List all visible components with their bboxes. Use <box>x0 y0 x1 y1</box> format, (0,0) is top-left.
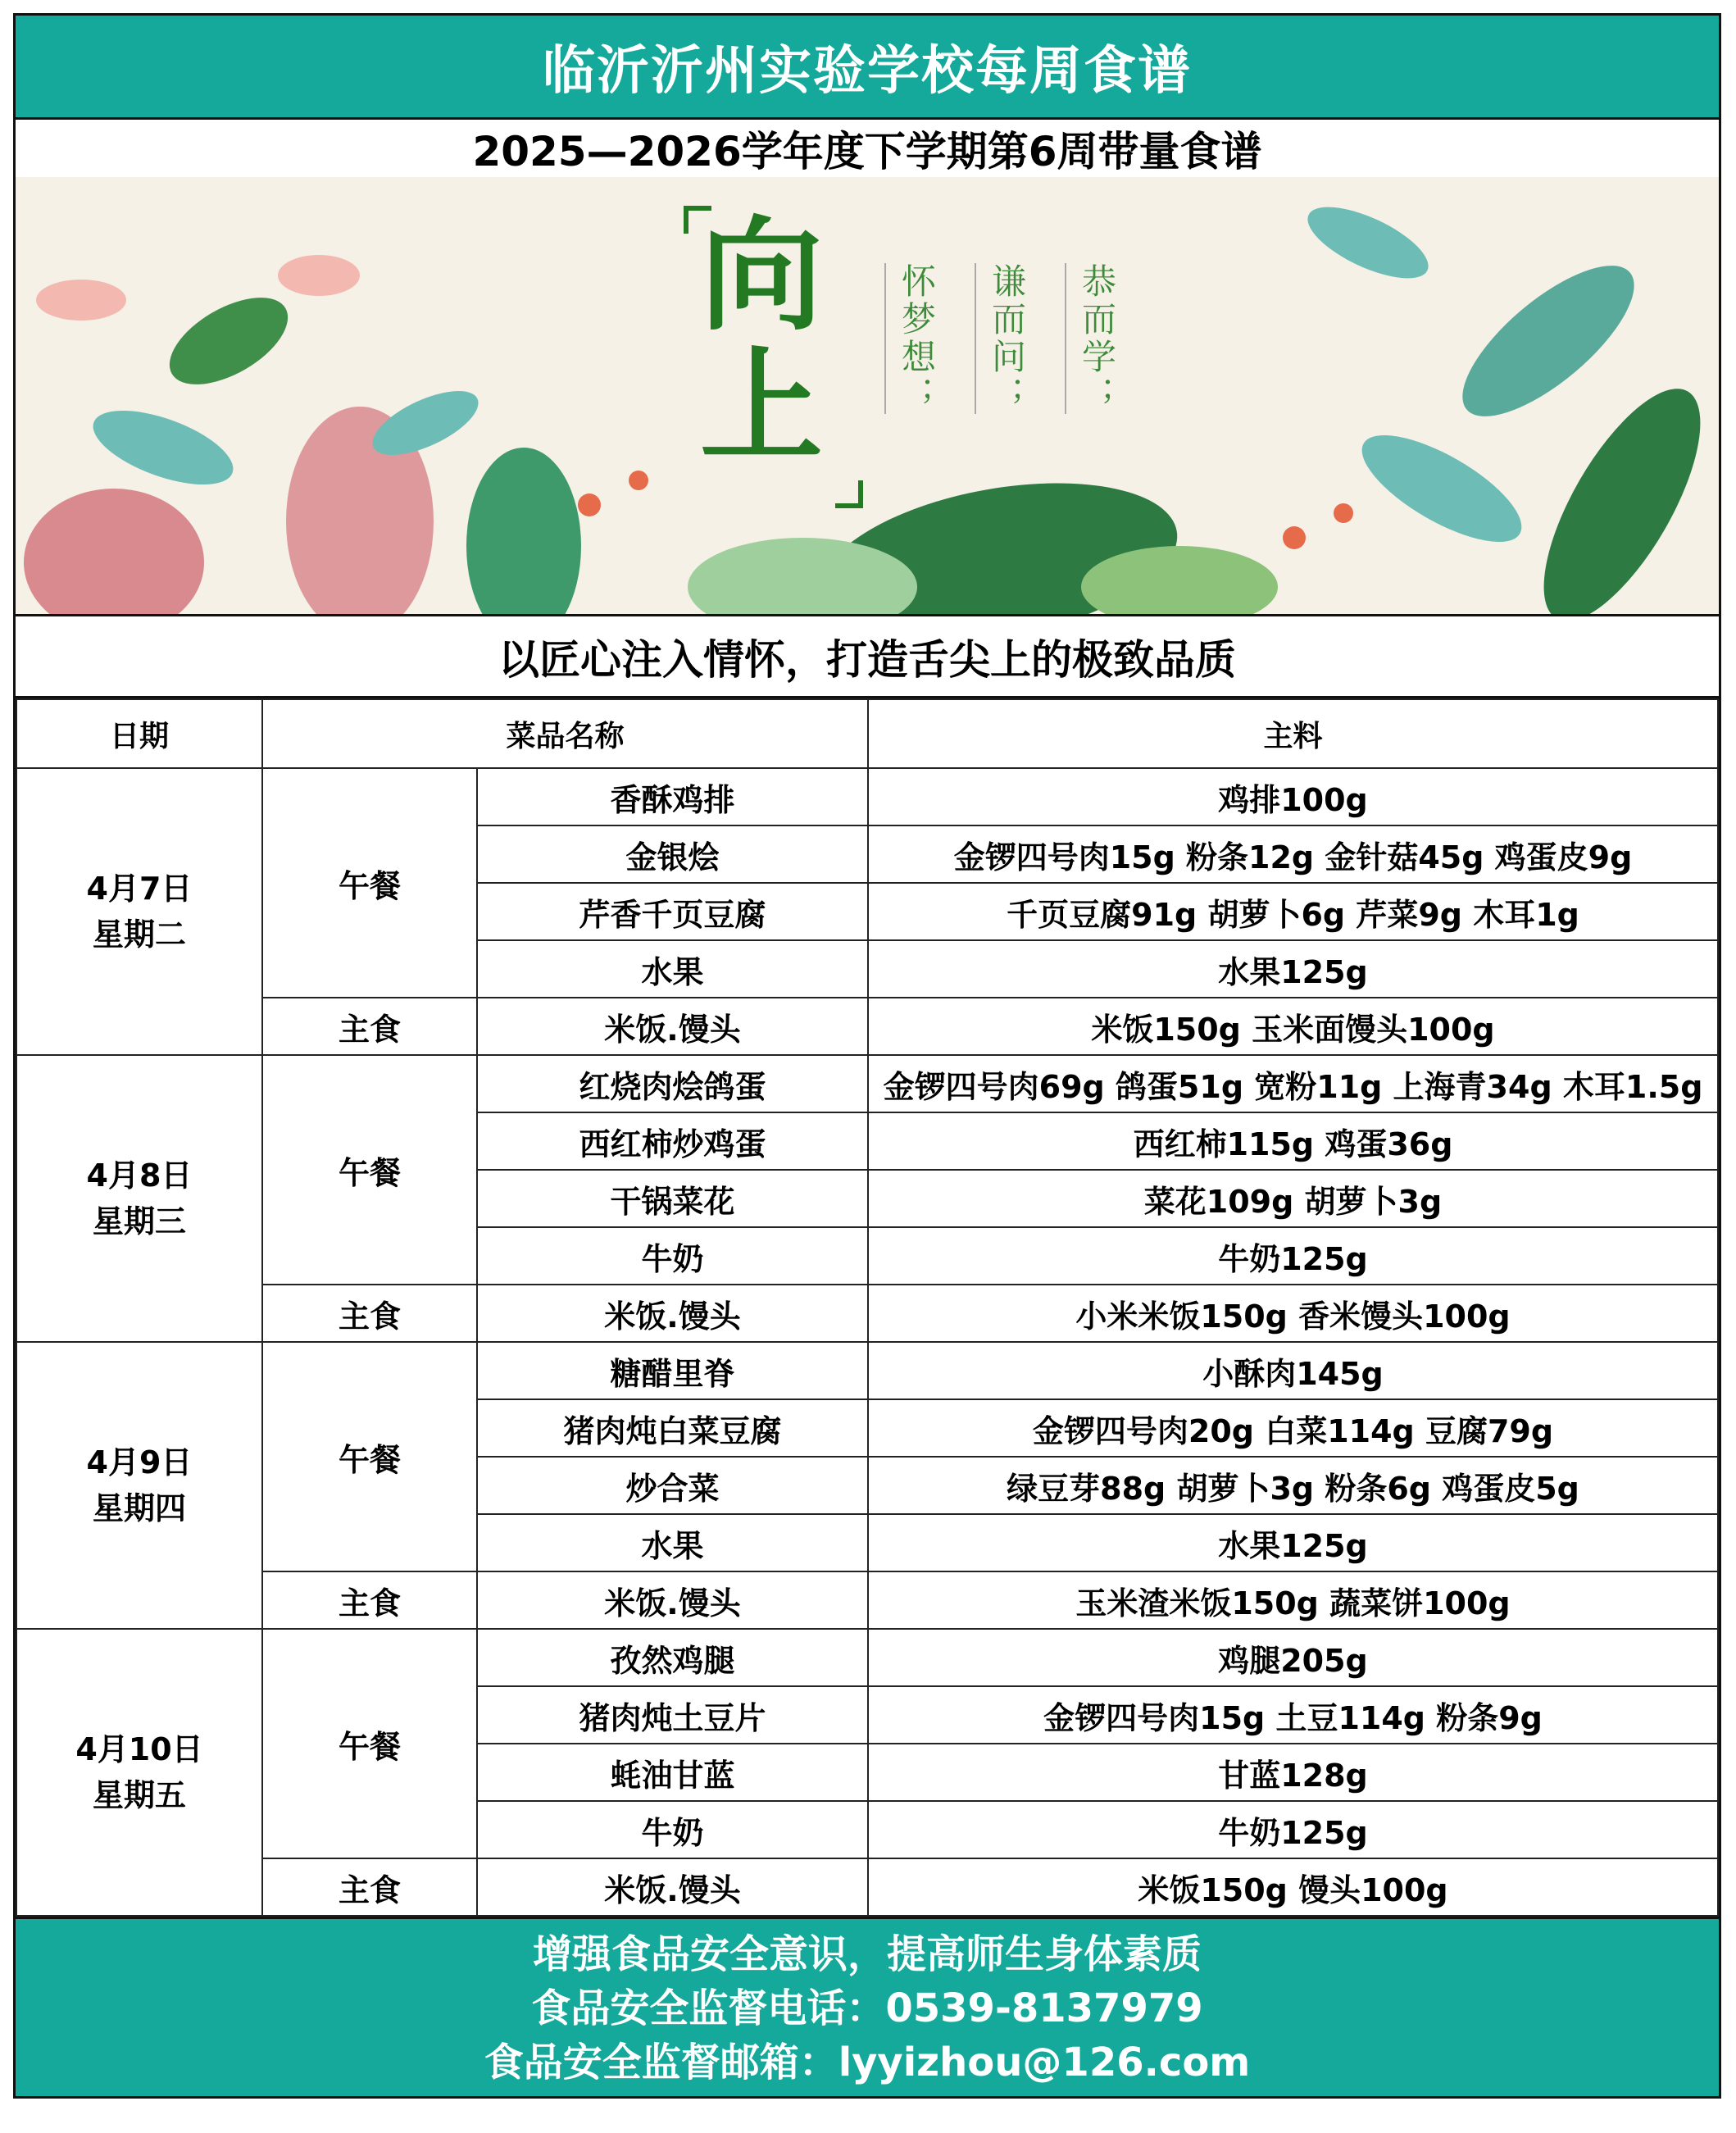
banner-verse: 恭而学； <box>1077 263 1117 414</box>
menu-table <box>16 698 1719 1917</box>
header-dish: 菜品名称 <box>262 699 868 768</box>
ingredients: 甘蓝128g <box>868 1744 1718 1801</box>
banner-verse-column <box>884 263 937 414</box>
ingredients: 米饭150g 馒头100g <box>868 1858 1718 1916</box>
date: 4月9日 <box>86 1444 193 1480</box>
dish-name: 糖醋里脊 <box>477 1342 868 1399</box>
ingredients: 金锣四号肉15g 粉条12g 金针菇45g 鸡蛋皮9g <box>868 825 1718 883</box>
date: 4月10日 <box>75 1731 203 1767</box>
ingredients: 水果125g <box>868 1514 1718 1571</box>
meal-label-lunch: 午餐 <box>262 768 477 998</box>
table-row <box>16 1285 1718 1342</box>
meal-label-lunch: 午餐 <box>262 1629 477 1858</box>
dish-name: 水果 <box>477 1514 868 1571</box>
date: 4月7日 <box>86 871 193 907</box>
ingredients: 牛奶125g <box>868 1801 1718 1858</box>
table-row <box>16 998 1718 1055</box>
dish-name: 红烧肉烩鸽蛋 <box>477 1055 868 1112</box>
ingredients: 鸡腿205g <box>868 1629 1718 1686</box>
weekday: 星期五 <box>92 1777 186 1813</box>
footer-safety-slogan: 增强食品安全意识，提高师生身体素质 <box>532 1931 1202 1977</box>
page-title: 临沂沂州实验学校每周食谱 <box>16 16 1719 120</box>
dish-name: 猪肉炖白菜豆腐 <box>477 1399 868 1457</box>
plant-illustration <box>16 177 1719 614</box>
table-header-row <box>16 699 1718 768</box>
weekday: 星期二 <box>92 916 186 953</box>
day-cell <box>16 1629 262 1916</box>
ingredients: 金锣四号肉15g 土豆114g 粉条9g <box>868 1686 1718 1744</box>
menu-sheet <box>13 13 1721 2099</box>
dish-name: 金银烩 <box>477 825 868 883</box>
ingredients: 牛奶125g <box>868 1227 1718 1285</box>
ingredients: 鸡排100g <box>868 768 1718 825</box>
date: 4月8日 <box>86 1157 193 1194</box>
weekday: 星期三 <box>92 1203 186 1239</box>
ingredients: 小米米饭150g 香米馒头100g <box>868 1285 1718 1342</box>
day-cell <box>16 768 262 1055</box>
ingredients: 金锣四号肉69g 鸽蛋51g 宽粉11g 上海青34g 木耳1.5g <box>868 1055 1718 1112</box>
banner-verse-column <box>1065 263 1117 414</box>
table-row <box>16 1055 1718 1112</box>
header-ingredients: 主料 <box>868 699 1718 768</box>
table-row <box>16 768 1718 825</box>
banner-verse: 谦而问； <box>987 263 1027 414</box>
menu-subtitle: 2025—2026学年度下学期第6周带量食谱 <box>472 128 1262 175</box>
slogan: 以匠心注入情怀，打造舌尖上的极致品质 <box>16 616 1719 698</box>
banner-heading: 向上 <box>699 203 823 479</box>
ingredients: 菜花109g 胡萝卜3g <box>868 1170 1718 1227</box>
dish-name: 牛奶 <box>477 1801 868 1858</box>
dish-name: 水果 <box>477 940 868 998</box>
dish-name: 米饭.馒头 <box>477 1285 868 1342</box>
dish-name: 米饭.馒头 <box>477 1571 868 1629</box>
dish-name: 米饭.馒头 <box>477 998 868 1055</box>
dish-name: 干锅菜花 <box>477 1170 868 1227</box>
ingredients: 水果125g <box>868 940 1718 998</box>
table-row <box>16 1571 1718 1629</box>
bracket-right-icon <box>835 480 863 508</box>
banner-verse: 怀梦想； <box>897 263 937 414</box>
weekday: 星期四 <box>92 1490 186 1526</box>
footer-email: 食品安全监督邮箱：lyyizhou@126.com <box>484 2040 1251 2085</box>
table-row <box>16 1858 1718 1916</box>
dish-name: 牛奶 <box>477 1227 868 1285</box>
day-cell <box>16 1342 262 1629</box>
header-date: 日期 <box>16 699 262 768</box>
dish-name: 孜然鸡腿 <box>477 1629 868 1686</box>
ingredients: 绿豆芽88g 胡萝卜3g 粉条6g 鸡蛋皮5g <box>868 1457 1718 1514</box>
ingredients: 米饭150g 玉米面馒头100g <box>868 998 1718 1055</box>
dish-name: 蚝油甘蓝 <box>477 1744 868 1801</box>
ingredients: 金锣四号肉20g 白菜114g 豆腐79g <box>868 1399 1718 1457</box>
meal-label-staple: 主食 <box>262 1285 477 1342</box>
ingredients: 小酥肉145g <box>868 1342 1718 1399</box>
meal-label-lunch: 午餐 <box>262 1342 477 1571</box>
footer <box>16 1917 1719 2096</box>
meal-label-staple: 主食 <box>262 1571 477 1629</box>
dish-name: 香酥鸡排 <box>477 768 868 825</box>
ingredients: 千页豆腐91g 胡萝卜6g 芹菜9g 木耳1g <box>868 883 1718 940</box>
dish-name: 炒合菜 <box>477 1457 868 1514</box>
meal-label-staple: 主食 <box>262 998 477 1055</box>
meal-label-lunch: 午餐 <box>262 1055 477 1285</box>
dish-name: 芹香千页豆腐 <box>477 883 868 940</box>
ingredients: 西红柿115g 鸡蛋36g <box>868 1112 1718 1170</box>
footer-phone: 食品安全监督电话：0539-8137979 <box>531 1985 1203 2031</box>
dish-name: 西红柿炒鸡蛋 <box>477 1112 868 1170</box>
table-row <box>16 1629 1718 1686</box>
ingredients: 玉米渣米饭150g 蔬菜饼100g <box>868 1571 1718 1629</box>
banner-verse-column <box>975 263 1027 414</box>
day-cell <box>16 1055 262 1342</box>
table-row <box>16 1342 1718 1399</box>
dish-name: 猪肉炖土豆片 <box>477 1686 868 1744</box>
banner-image <box>16 177 1719 616</box>
meal-label-staple: 主食 <box>262 1858 477 1916</box>
dish-name: 米饭.馒头 <box>477 1858 868 1916</box>
